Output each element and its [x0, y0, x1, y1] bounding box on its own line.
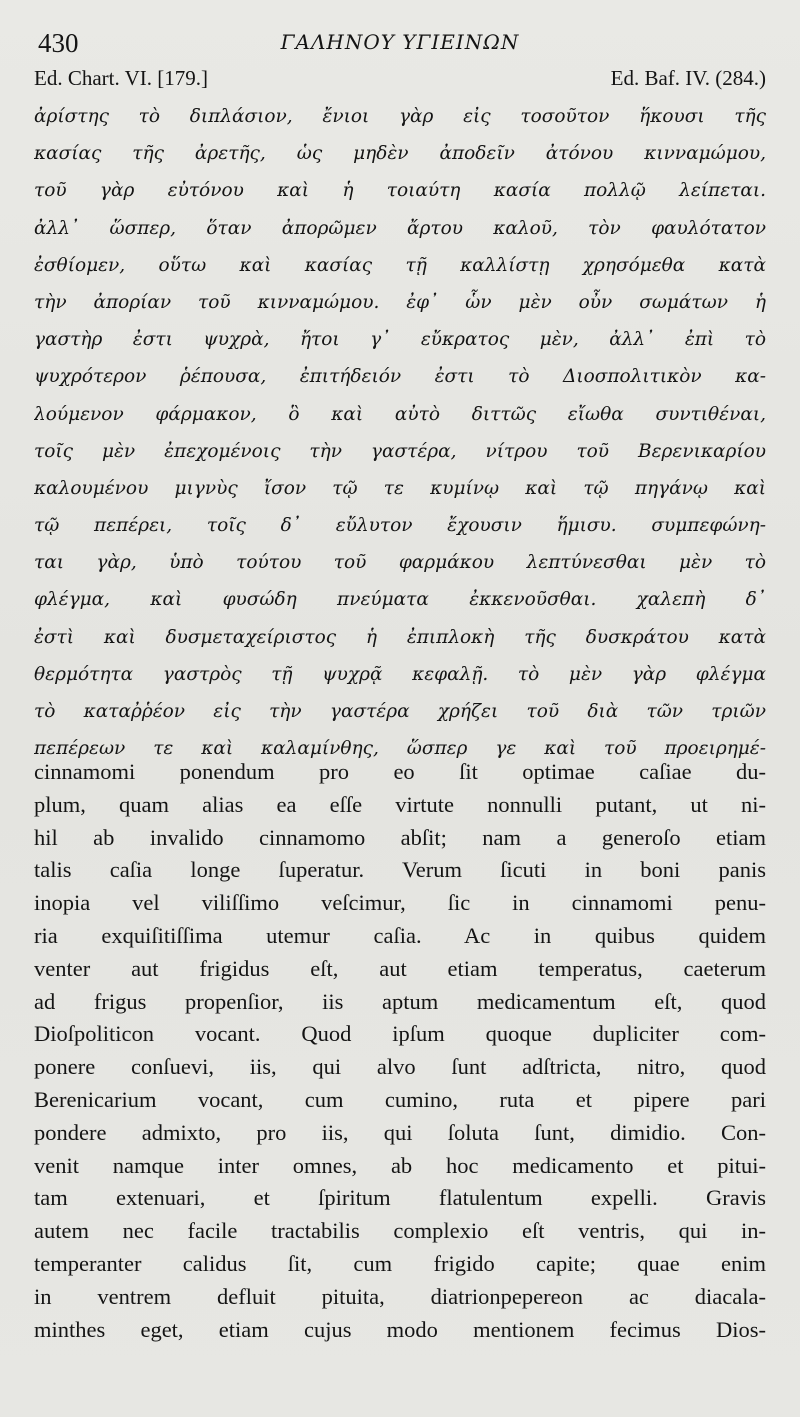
page-header	[34, 28, 766, 62]
latin-text-line: cinnamomi ponendum pro eo ſit optimae caſiae du-	[34, 759, 766, 784]
latin-text-line: in ventrem defluit pituita, diatrionpepereon ac diacala-	[34, 1283, 766, 1309]
edition-reference-left: Ed. Chart. VI. [179.]	[34, 66, 208, 90]
greek-text-line: τῷ πεπέρει, τοῖς δ᾽ εὔλυτον ἔχουσιν ἥμισυ. συμπεφώνη-	[34, 515, 766, 537]
greek-text-line: καλουμένου μιγνὺς ἴσον τῷ τε κυμίνῳ καὶ τῷ πηγάνῳ καὶ	[34, 477, 766, 499]
greek-text-line: ἐσθίομεν, οὕτω καὶ κασίας τῇ καλλίστῃ χρησόμεθα κατὰ	[34, 254, 766, 276]
greek-text-line: τὸ καταῤῥέον εἰς τὴν γαστέρα χρήζει τοῦ διὰ τῶν τριῶν	[34, 701, 766, 722]
latin-text-line: Berenicarium vocant, cum cumino, ruta et pipere pari	[34, 1086, 766, 1112]
greek-text-line: λούμενον φάρμακον, ὃ καὶ αὐτὸ διττῶς εἴωθα συντιθέναι,	[34, 403, 766, 425]
greek-text-line: τοῖς μὲν ἐπεχομένοις τὴν γαστέρα, νίτρου τοῦ Βερενικαρίου	[34, 440, 766, 462]
greek-text-line: φλέγμα, καὶ φυσώδη πνεύματα ἐκκενοῦσθαι. χαλεπὴ δ᾽	[34, 589, 766, 611]
latin-text-line: ad frigus propenſior, iis aptum medicamentum eſt, quod	[34, 988, 766, 1014]
edition-references	[34, 66, 766, 94]
latin-text-line: talis caſia longe ſuperatur. Verum ſicuti in boni panis	[34, 857, 766, 883]
greek-text-line: ἀρίστης τὸ διπλάσιον, ἔνιοι γὰρ εἰς τοσοῦτον ἥκουσι τῆς	[34, 106, 766, 127]
latin-text-line: plum, quam alias ea eſſe virtute nonnulli putant, ut ni-	[34, 791, 766, 817]
latin-text-line: minthes eget, etiam cujus modo mentionem fecimus Dios-	[34, 1316, 766, 1342]
greek-text-line: ἀλλ᾽ ὥσπερ, ὅταν ἀπορῶμεν ἄρτου καλοῦ, τὸν φαυλότατον	[34, 217, 766, 239]
latin-text-line: ponere conſuevi, iis, qui alvo ſunt adſtricta, nitro, quod	[34, 1054, 766, 1080]
greek-text-line: γαστὴρ ἐστι ψυχρὰ, ἤτοι γ᾽ εὔκρατος μὲν, ἀλλ᾽ ἐπὶ τὸ	[34, 329, 766, 351]
latin-text-line: ria exquiſitiſſima utemur caſia. Ac in quibus quidem	[34, 922, 766, 948]
latin-text-line: venit namque inter omnes, ab hoc medicamento et pitui-	[34, 1152, 766, 1178]
latin-text-line: pondere admixto, pro iis, qui ſoluta ſunt, dimidio. Con-	[34, 1119, 766, 1145]
latin-text-line: temperanter calidus ſit, cum frigido capite; quae enim	[34, 1250, 766, 1276]
greek-text-line: ψυχρότερον ῥέπουσα, ἐπιτήδειόν ἐστι τὸ Διοσπολιτικὸν κα-	[34, 366, 766, 388]
greek-text-line: τὴν ἀπορίαν τοῦ κινναμώμου. ἐφ᾽ ὧν μὲν οὖν σωμάτων ἡ	[34, 291, 766, 313]
greek-text-line: ἐστὶ καὶ δυσμεταχείριστος ἡ ἐπιπλοκὴ τῆς δυσκράτου κατὰ	[34, 626, 766, 648]
latin-text-line: autem nec facile tractabilis complexio eſt ventris, qui in-	[34, 1218, 766, 1244]
running-title: ΓΑΛΗΝΟΥ ΥΓΙΕΙΝΩΝ	[280, 30, 520, 54]
greek-text-block	[34, 98, 766, 767]
greek-text-line: κασίας τῆς ἀρετῆς, ὡς μηδὲν ἀποδεῖν ἀτόνου κινναμώμου,	[34, 143, 766, 165]
latin-text-line: inopia vel viliſſimo veſcimur, ſic in cinnamomi penu-	[34, 890, 766, 916]
greek-text-line: τοῦ γὰρ εὐτόνου καὶ ἡ τοιαύτη κασία πολλῷ λείπεται.	[34, 180, 766, 202]
latin-text-line: tam extenuari, et ſpiritum flatulentum expelli. Gravis	[34, 1185, 766, 1211]
edition-reference-right: Ed. Baf. IV. (284.)	[610, 66, 766, 90]
latin-text-line: hil ab invalido cinnamomo abſit; nam a generoſo etiam	[34, 824, 766, 850]
latin-text-block	[34, 756, 766, 1346]
greek-text-line: θερμότητα γαστρὸς τῇ ψυχρᾷ κεφαλῇ. τὸ μὲν γὰρ φλέγμα	[34, 663, 766, 685]
greek-text-line: ται γὰρ, ὑπὸ τούτου τοῦ φαρμάκου λεπτύνεσθαι μὲν τὸ	[34, 552, 766, 574]
greek-text-line: πεπέρεων τε καὶ καλαμίνθης, ὥσπερ γε καὶ τοῦ προειρημέ-	[34, 738, 766, 760]
page-number: 430	[38, 28, 79, 58]
latin-text-line: venter aut frigidus eſt, aut etiam temperatus, caeterum	[34, 955, 766, 981]
latin-text-line: Dioſpoliticon vocant. Quod ipſum quoque dupliciter com-	[34, 1021, 766, 1047]
